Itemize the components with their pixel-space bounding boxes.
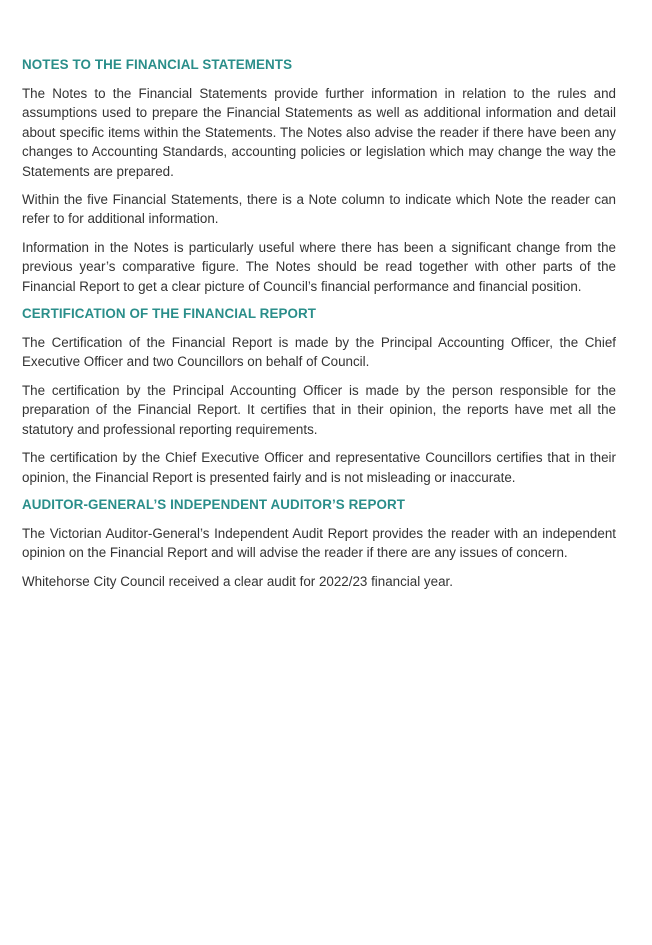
section-heading: NOTES TO THE FINANCIAL STATEMENTS — [22, 57, 293, 72]
section-heading: AUDITOR-GENERAL’S INDEPENDENT AUDITOR’S REPORT — [22, 496, 406, 512]
paragraph: The Notes to the Financial Statements provide further information in relation to the rules and assumptions used to prepare the Financial Statements as well as additional information and detail about specific items within the Statements. The Notes also advise the reader if there have been any changes to Accounting Standards, accounting policies or legislation which may change the way the Statements are prepared. — [22, 86, 616, 179]
paragraph: The certification by the Chief Executive Officer and representative Councillors certifies that in their opinion, the Financial Report is presented fairly and is not misleading or inaccurate. — [22, 450, 616, 485]
paragraph: Within the five Financial Statements, there is a Note column to indicate which Note the reader can refer to for additional information. — [22, 192, 616, 227]
paragraph: Whitehorse City Council received a clear audit for 2022/23 financial year. — [22, 573, 453, 589]
section-heading: CERTIFICATION OF THE FINANCIAL REPORT — [22, 306, 317, 322]
paragraph: The Victorian Auditor-General’s Independent Audit Report provides the reader with an independent opinion on the Financial Report and will advise the reader if there are any issues of concern. — [22, 525, 616, 561]
section-auditor-report — [22, 496, 616, 591]
section-certification — [22, 305, 616, 487]
paragraph: The certification by the Principal Accounting Officer is made by the person responsible for the preparation of the Financial Report. It certifies that in their opinion, the reports have met all the statutory and professional reporting requirements. — [22, 382, 616, 437]
paragraph: Information in the Notes is particularly useful where there has been a significant change from the previous year’s comparative figure. The Notes should be read together with other parts of the Financial Report to get a clear picture of Council’s financial performance and financial position. — [22, 239, 616, 294]
section-notes — [22, 56, 616, 296]
document-page — [22, 56, 616, 600]
paragraph: The Certification of the Financial Report is made by the Principal Accounting Officer, the Chief Executive Officer and two Councillors on behalf of Council. — [22, 335, 616, 370]
